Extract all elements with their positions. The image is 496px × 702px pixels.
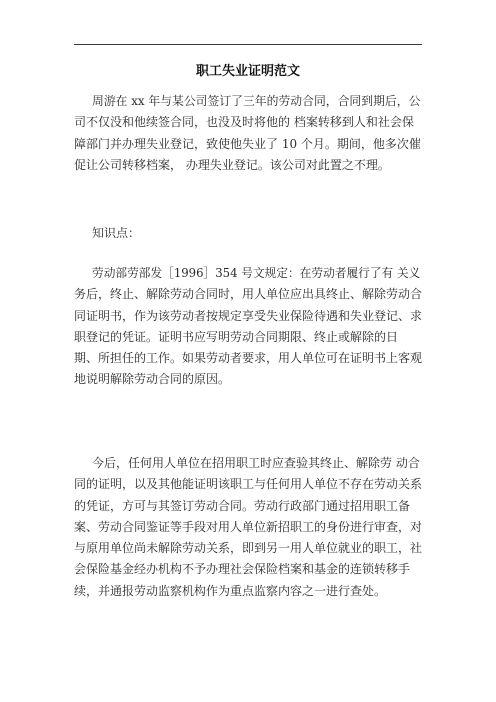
text-line: 的凭证，方可与其签订劳动合同。劳动行政部门通过招用职工备 [74,498,411,513]
paragraph-regulation [74,263,422,391]
text-line: 同的证明，以及其他能证明该职工与任何用人单位不存在劳动关系 [74,477,423,492]
text-line: 案、劳动合同鉴证等手段对用人单位新招职工的身份进行审查，对 [74,519,423,534]
text-line: 周游在 xx 年与某公司签订了三年的劳动合同，合同到期后，公 [92,94,421,108]
document-title: 职工失业证明范文 [195,64,300,79]
text-line: 障部门并办理失业登记，致使他失业了 10 个月。期间，他多次催 [74,136,421,151]
paragraph-knowledge-heading [74,223,422,244]
text-line: 会保险基金经办机构不予办理社会保险档案和基金的连锁转移手 [74,562,411,577]
paragraph-hiring-rules [74,453,422,602]
header-rule [74,44,422,45]
text-line: 期、所担任的工作。如果劳动者要求，用人单位可在证明书上客观 [74,351,423,366]
text-line: 今后，任何用人单位在招用职工时应查验其终止、解除劳 动合 [92,456,420,470]
text-line: 务后，终止、解除劳动合同时，用人单位应出具终止、解除劳动合 [74,287,423,302]
text-line: 促让公司转移档案， 办理失业登记。该公司对此置之不理。 [74,157,390,172]
text-line: 同证明书，作为该劳动者按规定享受失业保险待遇和失业登记、求 [74,308,423,323]
text-line: 职登记的凭证。证明书应写明劳动合同期限、终止或解除的日 [74,329,399,344]
text-line: 知识点： [92,226,141,240]
text-line: 地说明解除劳动合同的原因。 [74,372,231,387]
paragraph-case-description [74,91,422,176]
text-line: 续，并通报劳动监察机构作为重点监察内容之一进行查处。 [74,583,387,598]
text-line: 与原用单位尚未解除劳动关系，即到另一用人单位就业的职工，社 [74,541,423,556]
text-line: 司不仅没和他续签合同，也没及时将他的 档案转移到人和社会保 [74,115,414,130]
text-line: 劳动部劳部发［1996］354 号文规定：在劳动者履行了有 关义 [92,266,421,280]
